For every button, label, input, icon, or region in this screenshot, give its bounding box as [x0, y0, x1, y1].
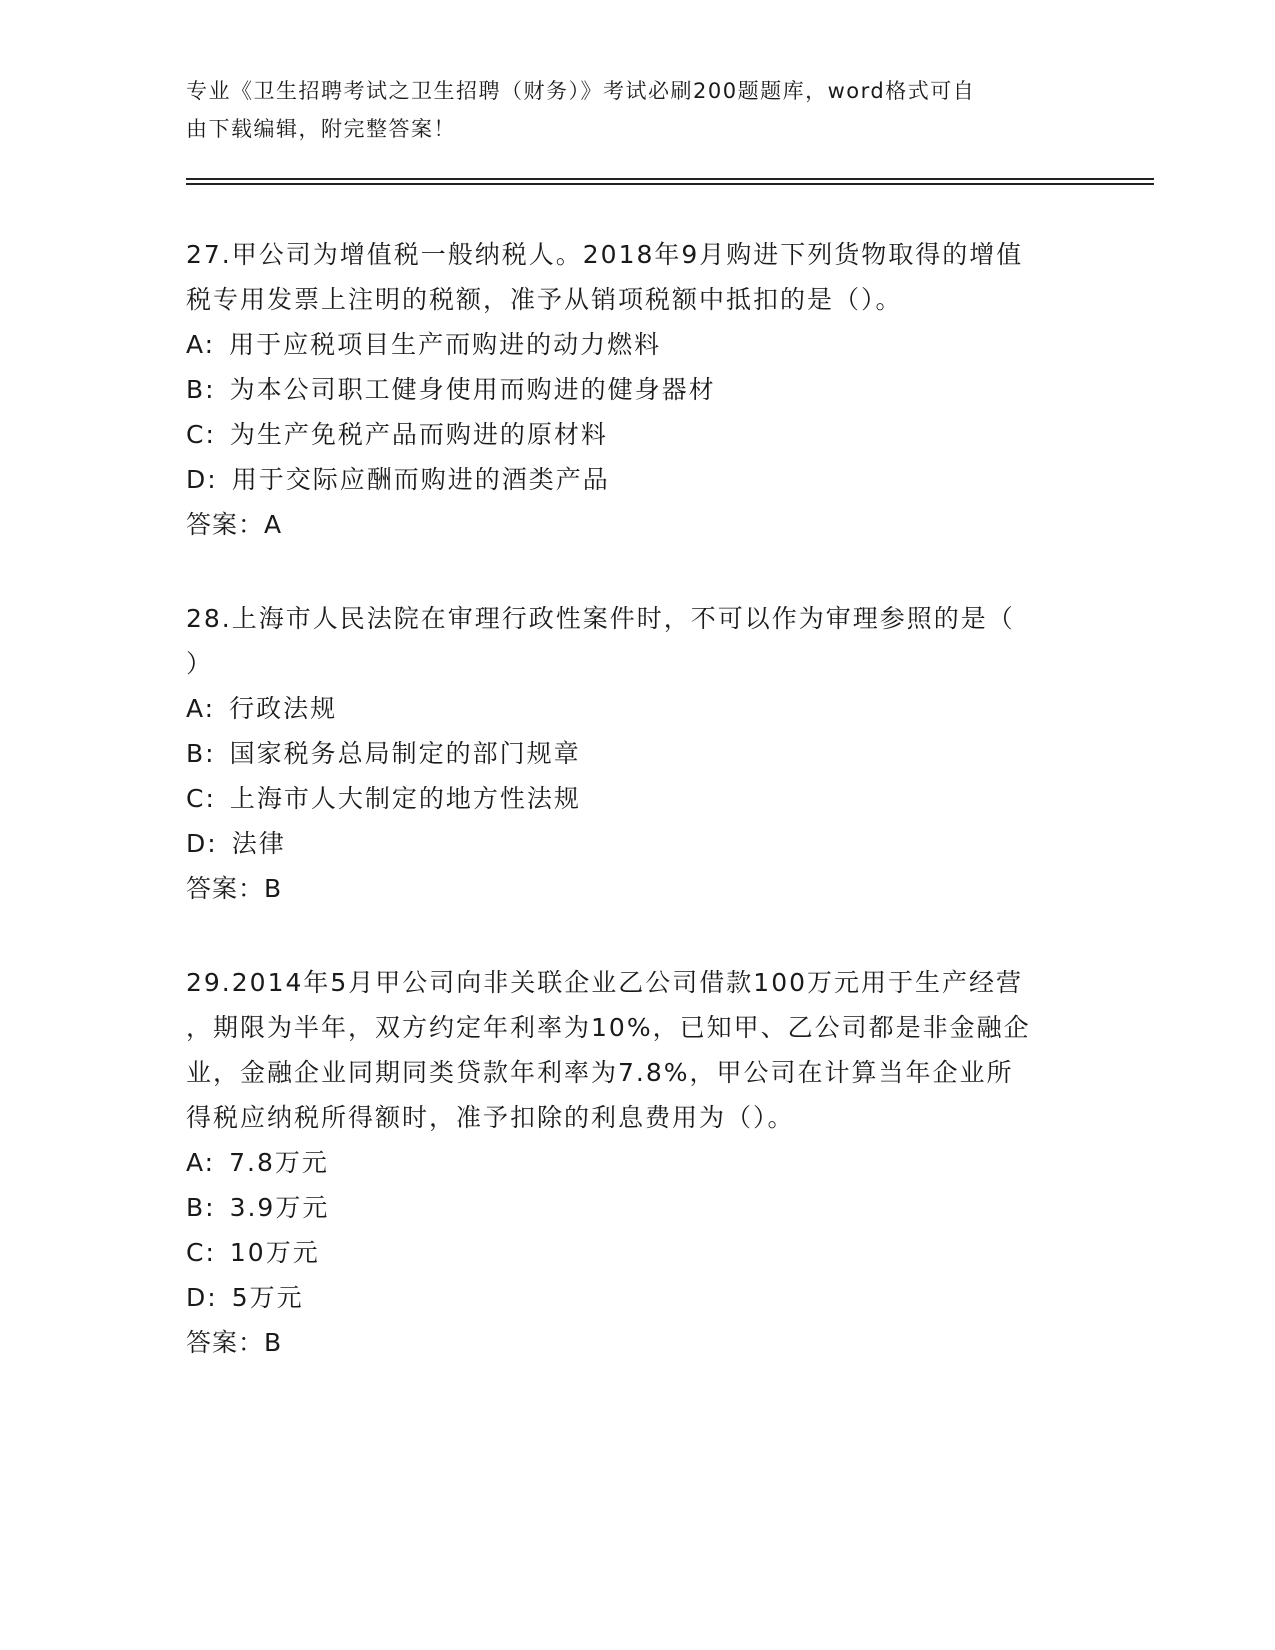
option-a — [186, 686, 1086, 731]
option-text: 国家税务总局制定的部门规章 — [229, 739, 581, 768]
option-letter: D: — [186, 465, 218, 494]
option-letter: C: — [186, 784, 216, 813]
option-d — [186, 1275, 1086, 1320]
option-c — [186, 412, 1086, 457]
question-stem-line: 得税应纳税所得额时，准予扣除的利息费用为（）。 — [186, 1103, 795, 1132]
option-text: 5万元 — [231, 1283, 304, 1312]
option-text: 法律 — [231, 829, 286, 858]
option-c — [186, 1230, 1086, 1275]
option-text: 为生产免税产品而购进的原材料 — [229, 420, 608, 449]
option-letter: B: — [186, 739, 216, 768]
option-text: 用于应税项目生产而购进的动力燃料 — [229, 330, 662, 359]
option-letter: A: — [186, 694, 216, 723]
option-text: 用于交际应酬而购进的酒类产品 — [231, 465, 610, 494]
question-stem-line: 27.甲公司为增值税一般纳税人。2018年9月购进下列货物取得的增值 — [186, 240, 1024, 269]
option-letter: A: — [186, 1148, 216, 1177]
question-stem-line: 28.上海市人民法院在审理行政性案件时，不可以作为审理参照的是（ — [186, 604, 1015, 633]
option-letter: A: — [186, 330, 216, 359]
document-header-note — [186, 72, 1086, 148]
question-stem-line: 业，金融企业同期同类贷款年利率为7.8%，甲公司在计算当年企业所 — [186, 1058, 1014, 1087]
option-text: 上海市人大制定的地方性法规 — [229, 784, 581, 813]
answer-line: 答案：A — [186, 510, 283, 539]
option-a — [186, 322, 1086, 367]
answer-line: 答案：B — [186, 1328, 283, 1357]
option-letter: D: — [186, 829, 218, 858]
header-line-2: 由下载编辑，附完整答案！ — [186, 117, 456, 141]
header-line-1: 专业《卫生招聘考试之卫生招聘（财务）》考试必刷200题题库，word格式可自 — [186, 79, 976, 103]
option-b — [186, 731, 1086, 776]
answer-line: 答案：B — [186, 874, 283, 903]
option-letter: B: — [186, 1193, 216, 1222]
option-text: 10万元 — [229, 1238, 320, 1267]
question-stem-line: 29.2014年5月甲公司向非关联企业乙公司借款100万元用于生产经营 — [186, 968, 1024, 997]
option-letter: C: — [186, 420, 216, 449]
question-29 — [186, 960, 1086, 1365]
option-letter: C: — [186, 1238, 216, 1267]
option-d — [186, 821, 1086, 866]
option-text: 为本公司职工健身使用而购进的健身器材 — [229, 375, 716, 404]
option-d — [186, 457, 1086, 502]
question-stem-line: 税专用发票上注明的税额，准予从销项税额中抵扣的是（）。 — [186, 285, 903, 314]
question-stem-line: ） — [186, 649, 214, 678]
header-divider-bottom — [186, 183, 1154, 185]
question-stem-line: ，期限为半年，双方约定年利率为10%，已知甲、乙公司都是非金融企 — [186, 1013, 1031, 1042]
option-b — [186, 1185, 1086, 1230]
option-letter: B: — [186, 375, 216, 404]
option-text: 行政法规 — [229, 694, 338, 723]
option-text: 7.8万元 — [229, 1148, 329, 1177]
option-letter: D: — [186, 1283, 218, 1312]
question-28 — [186, 596, 1086, 911]
question-27 — [186, 232, 1086, 547]
option-b — [186, 367, 1086, 412]
option-a — [186, 1140, 1086, 1185]
header-divider-top — [186, 178, 1154, 180]
option-text: 3.9万元 — [229, 1193, 330, 1222]
option-c — [186, 776, 1086, 821]
